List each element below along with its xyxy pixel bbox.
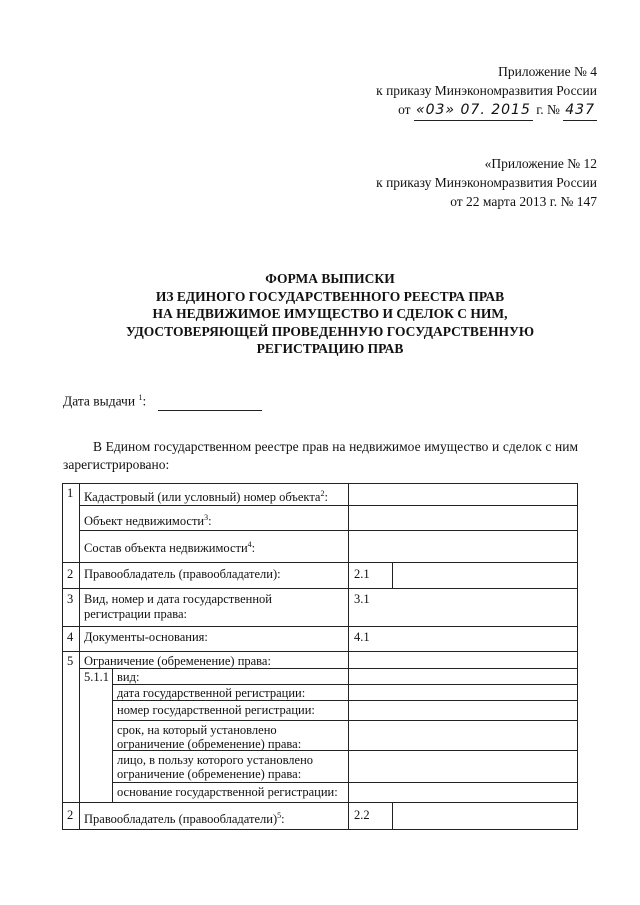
appendix-12-title: «Приложение № 12 — [484, 156, 597, 171]
encumbrance-type-label: вид: — [117, 670, 140, 684]
registration-basis-label: основание государственной регистрации: — [117, 785, 338, 799]
cadastral-number-text: Кадастровый (или условный) номер объекта — [84, 490, 321, 505]
beneficiary-label-2: ограничение (обременение) права: — [117, 767, 302, 781]
appendix-12-date: от 22 марта 2013 г. № 147 — [450, 194, 597, 209]
handwritten-number: 437 — [563, 101, 597, 121]
code-2-1: 2.1 — [354, 567, 370, 581]
property-composition-label: Состав объекта недвижимости$^4$: — [84, 540, 256, 556]
appendix-4-title: Приложение № 4 — [498, 64, 597, 79]
beneficiary-label-1: лицо, в пользу которого установлено — [117, 753, 314, 767]
code-3-1: 3.1 — [354, 592, 370, 606]
appendix-4-order: к приказу Минэкономразвития России — [376, 83, 597, 98]
issue-date-label: Дата выдачи — [63, 393, 136, 409]
property-composition-text: Состав объекта недвижимости — [84, 541, 248, 556]
year-number-label: г. № — [536, 102, 560, 117]
row-6-number: 2 — [67, 808, 74, 822]
row-5-number: 5 — [67, 654, 74, 668]
encumbrance-label: Ограничение (обременение) права: — [84, 654, 271, 668]
property-object-label: Объект недвижимости$^3$: — [84, 513, 212, 529]
from-label: от — [398, 102, 411, 117]
right-holder-2-text: Правообладатель (правообладатели) — [84, 812, 278, 827]
row-3-number: 3 — [67, 592, 74, 606]
property-object-text: Объект недвижимости — [84, 514, 205, 529]
code-4-1: 4.1 — [354, 630, 370, 644]
title-line-3: НА НЕДВИЖИМОЕ ИМУЩЕСТВО И СДЕЛОК С НИМ, — [152, 306, 508, 321]
right-holder-label: Правообладатель (правообладатели): — [84, 567, 281, 581]
appendix-12-order: к приказу Минэкономразвития России — [376, 175, 597, 190]
title-line-5: РЕГИСТРАЦИЮ ПРАВ — [256, 341, 404, 356]
row-4-number: 4 — [67, 630, 74, 644]
row-2-number: 2 — [67, 567, 74, 581]
registration-date-label: дата государственной регистрации: — [117, 686, 306, 700]
encumbrance-term-label-1: срок, на который установлено — [117, 723, 277, 737]
intro-line-2: зарегистрировано: — [63, 457, 170, 472]
registration-type-label-1: Вид, номер и дата государственной — [84, 592, 272, 606]
registration-type-label-2: регистрации права: — [84, 607, 188, 621]
footnote-3: 3 — [204, 513, 209, 522]
encumbrance-term-label-2: ограничение (обременение) права: — [117, 737, 302, 751]
footnote-5: 5 — [277, 811, 282, 820]
handwritten-date: «03» 07. 2015 — [414, 101, 533, 121]
footnote-4: 4 — [247, 540, 252, 549]
title-line-2: ИЗ ЕДИНОГО ГОСУДАРСТВЕННОГО РЕЕСТРА ПРАВ — [155, 288, 505, 304]
footnote-2: 2 — [320, 489, 325, 498]
right-holder-label-2: Правообладатель (правообладатели)$^5$: — [84, 811, 285, 827]
issue-date-footnote: 1 — [138, 393, 143, 402]
code-2-2: 2.2 — [354, 808, 370, 822]
row-1-number: 1 — [67, 486, 74, 500]
base-documents-label: Документы-основания: — [84, 630, 208, 644]
cadastral-number-label: Кадастровый (или условный) номер объекта$^2$: — [84, 489, 328, 505]
intro-line-1: В Едином государственном реестре прав на недвижимое имущество и сделок с ним — [93, 439, 578, 454]
issue-date-colon: : — [142, 393, 147, 409]
title-line-1: ФОРМА ВЫПИСКИ — [265, 271, 395, 286]
sub-number-5-1-1: 5.1.1 — [84, 670, 109, 684]
title-line-4: УДОСТОВЕРЯЮЩЕЙ ПРОВЕДЕННУЮ ГОСУДАРСТВЕННУЮ — [125, 323, 535, 339]
registration-number-label: номер государственной регистрации: — [117, 703, 315, 717]
